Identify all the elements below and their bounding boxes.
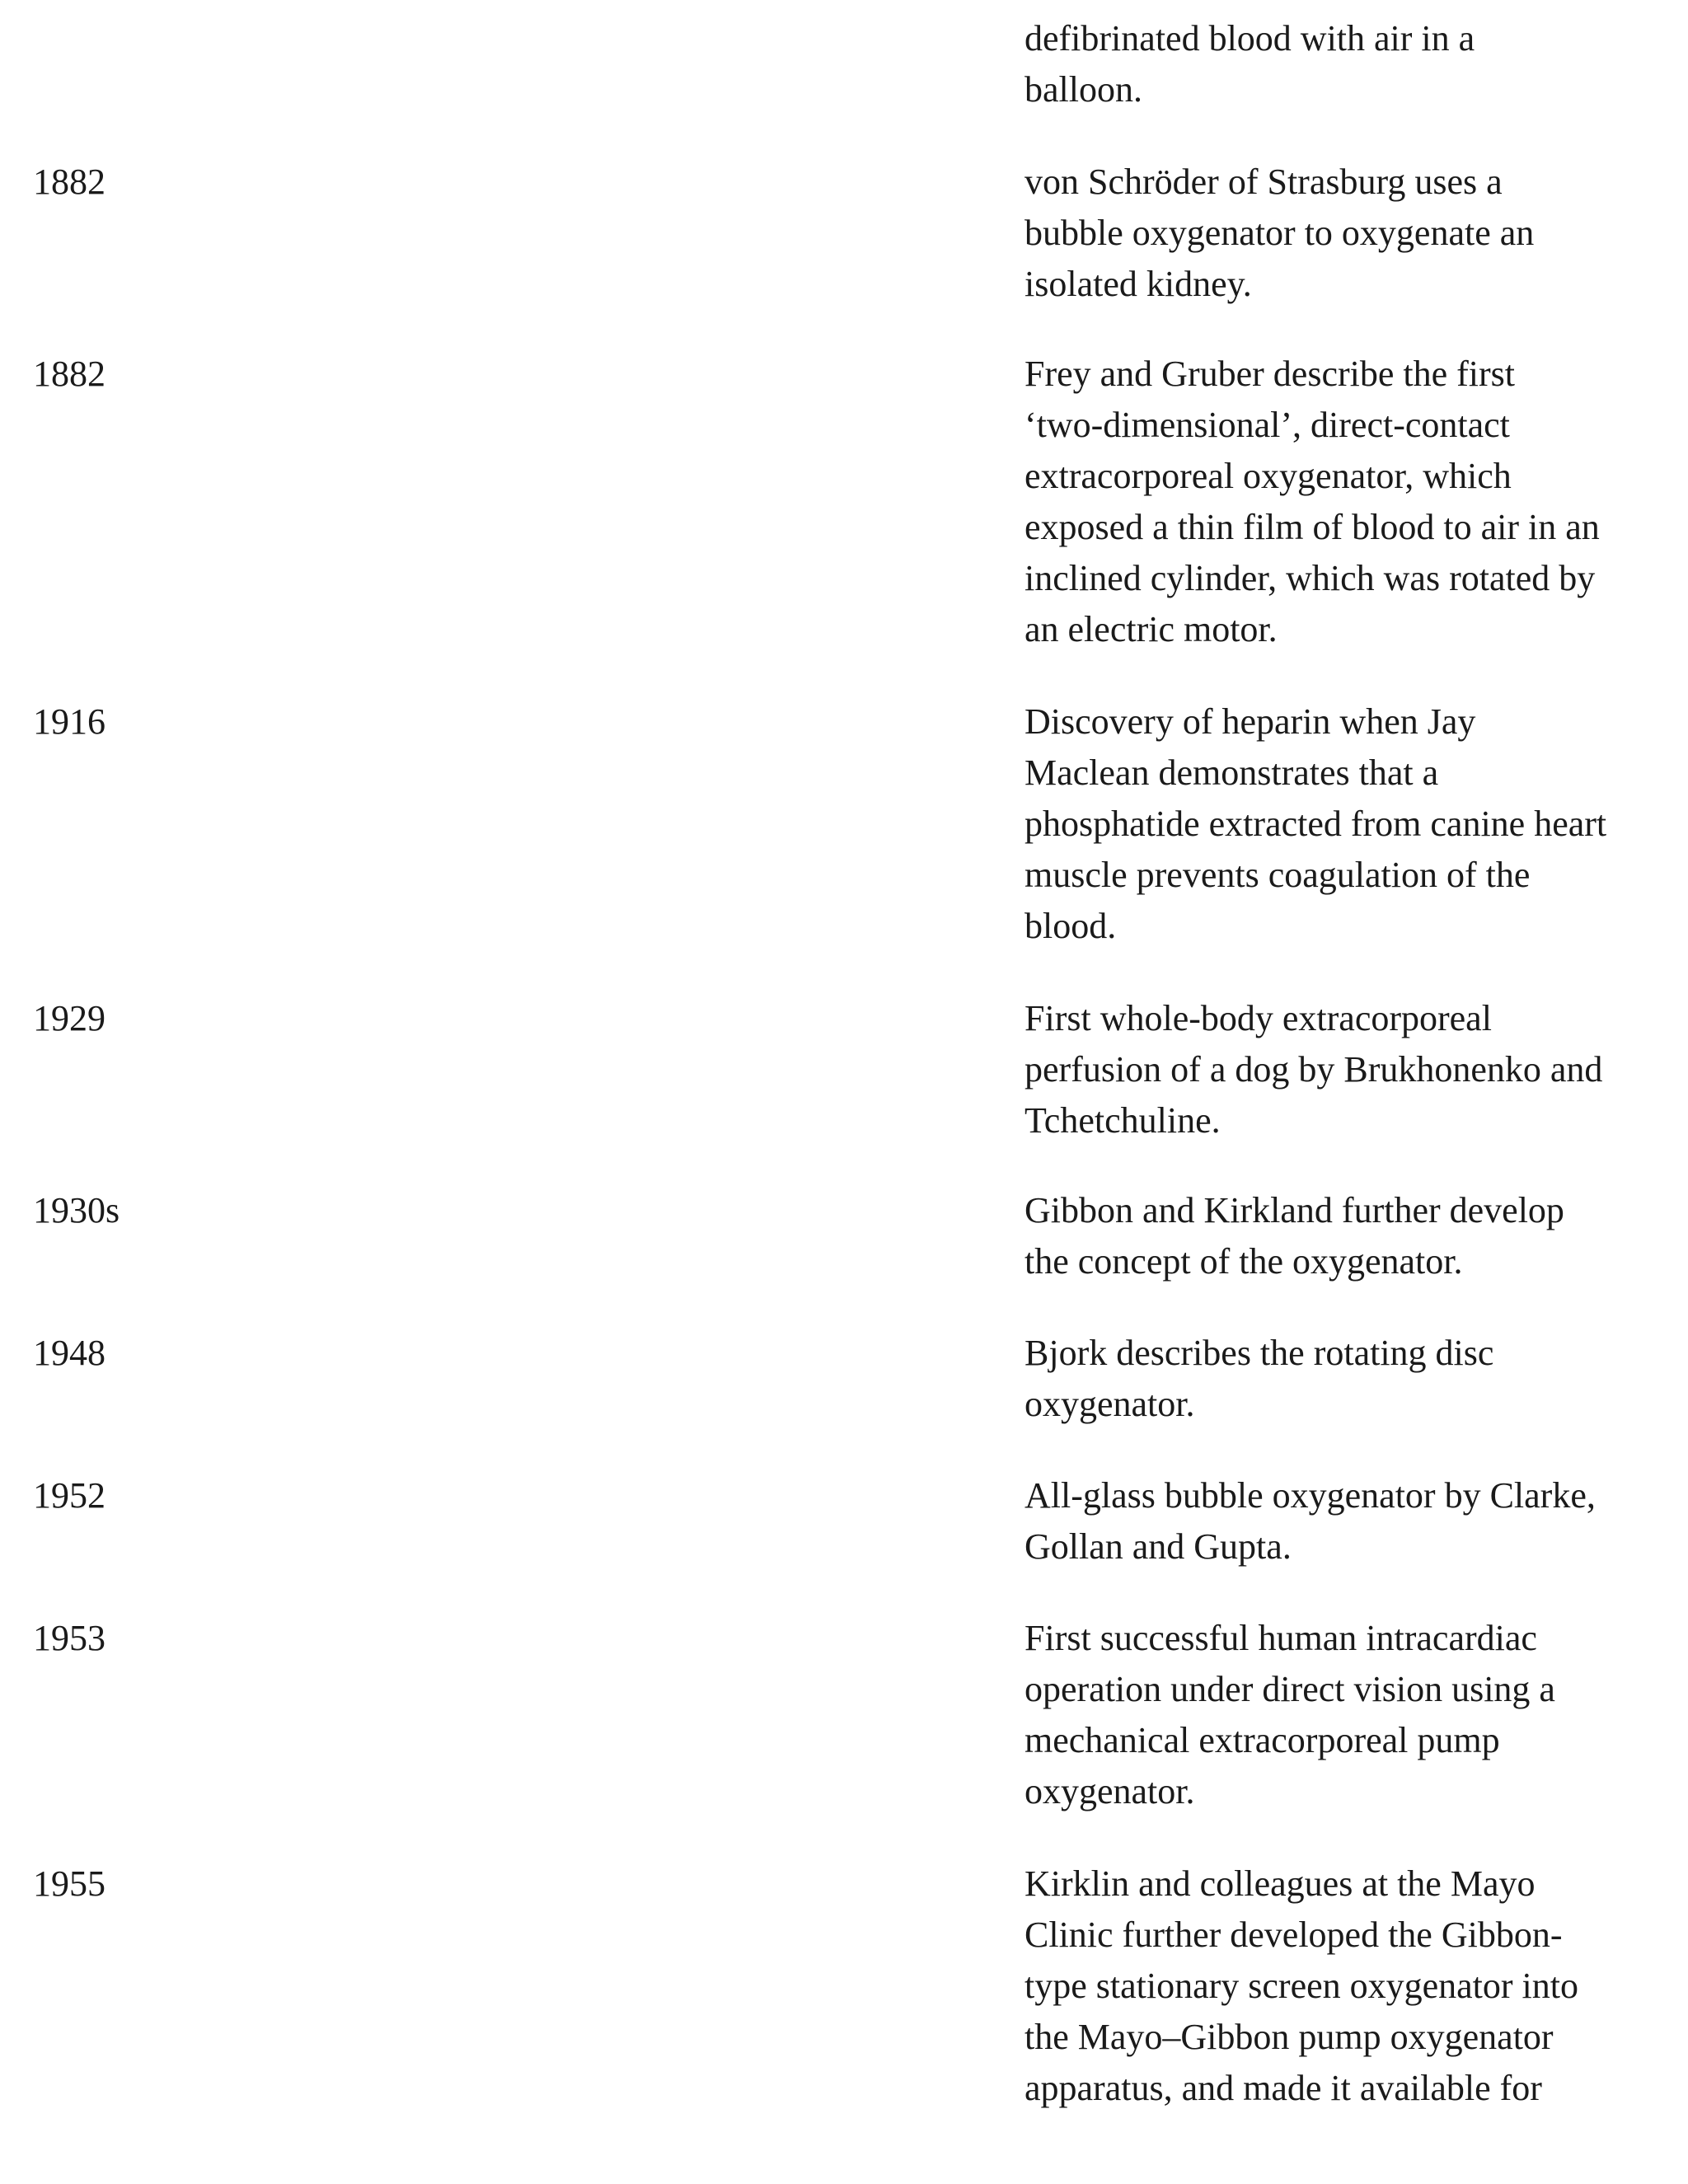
timeline-year: 1929: [33, 998, 106, 1038]
timeline-description: First successful human intracardiac operation under direct vision using a mechanical extracorporeal pump oxygenator.: [1025, 1618, 1555, 1811]
timeline-year: 1916: [33, 701, 106, 742]
timeline-year: 1953: [33, 1618, 106, 1658]
timeline-description: von Schröder of Strasburg uses a bubble oxygenator to oxygenate an isolated kidney.: [1025, 162, 1535, 304]
timeline-year: 1930s: [33, 1190, 120, 1230]
timeline-year: 1952: [33, 1475, 106, 1516]
timeline-year: 1882: [33, 354, 106, 394]
timeline-year: 1955: [33, 1863, 106, 1904]
timeline-description: Bjork describes the rotating disc oxygenator.: [1025, 1333, 1494, 1424]
timeline-description: defibrinated blood with air in a balloon.: [1025, 18, 1475, 110]
timeline-description: First whole-body extracorporeal perfusion of a dog by Brukhonenko and Tchetchuline.: [1025, 998, 1603, 1141]
timeline-year: 1882: [33, 162, 106, 202]
timeline-description: All-glass bubble oxygenator by Clarke, Gollan and Gupta.: [1025, 1475, 1596, 1567]
timeline-description: Gibbon and Kirkland further develop the concept of the oxygenator.: [1025, 1190, 1564, 1282]
timeline-description: Discovery of heparin when Jay Maclean demonstrates that a phosphatide extracted from canine heart muscle prevents coagulation of the blood.: [1025, 701, 1607, 946]
timeline-description: Kirklin and colleagues at the Mayo Clinic further developed the Gibbon- type stationary screen oxygenator into the Mayo–Gibbon pump oxygenator apparatus, and made it available for: [1025, 1863, 1579, 2108]
timeline-year: 1948: [33, 1333, 106, 1373]
timeline-description: Frey and Gruber describe the first ‘two-dimensional’, direct-contact extracorporeal oxygenator, which exposed a thin film of blood to air in an inclined cylinder, which was rotated by an electric motor.: [1025, 354, 1600, 649]
